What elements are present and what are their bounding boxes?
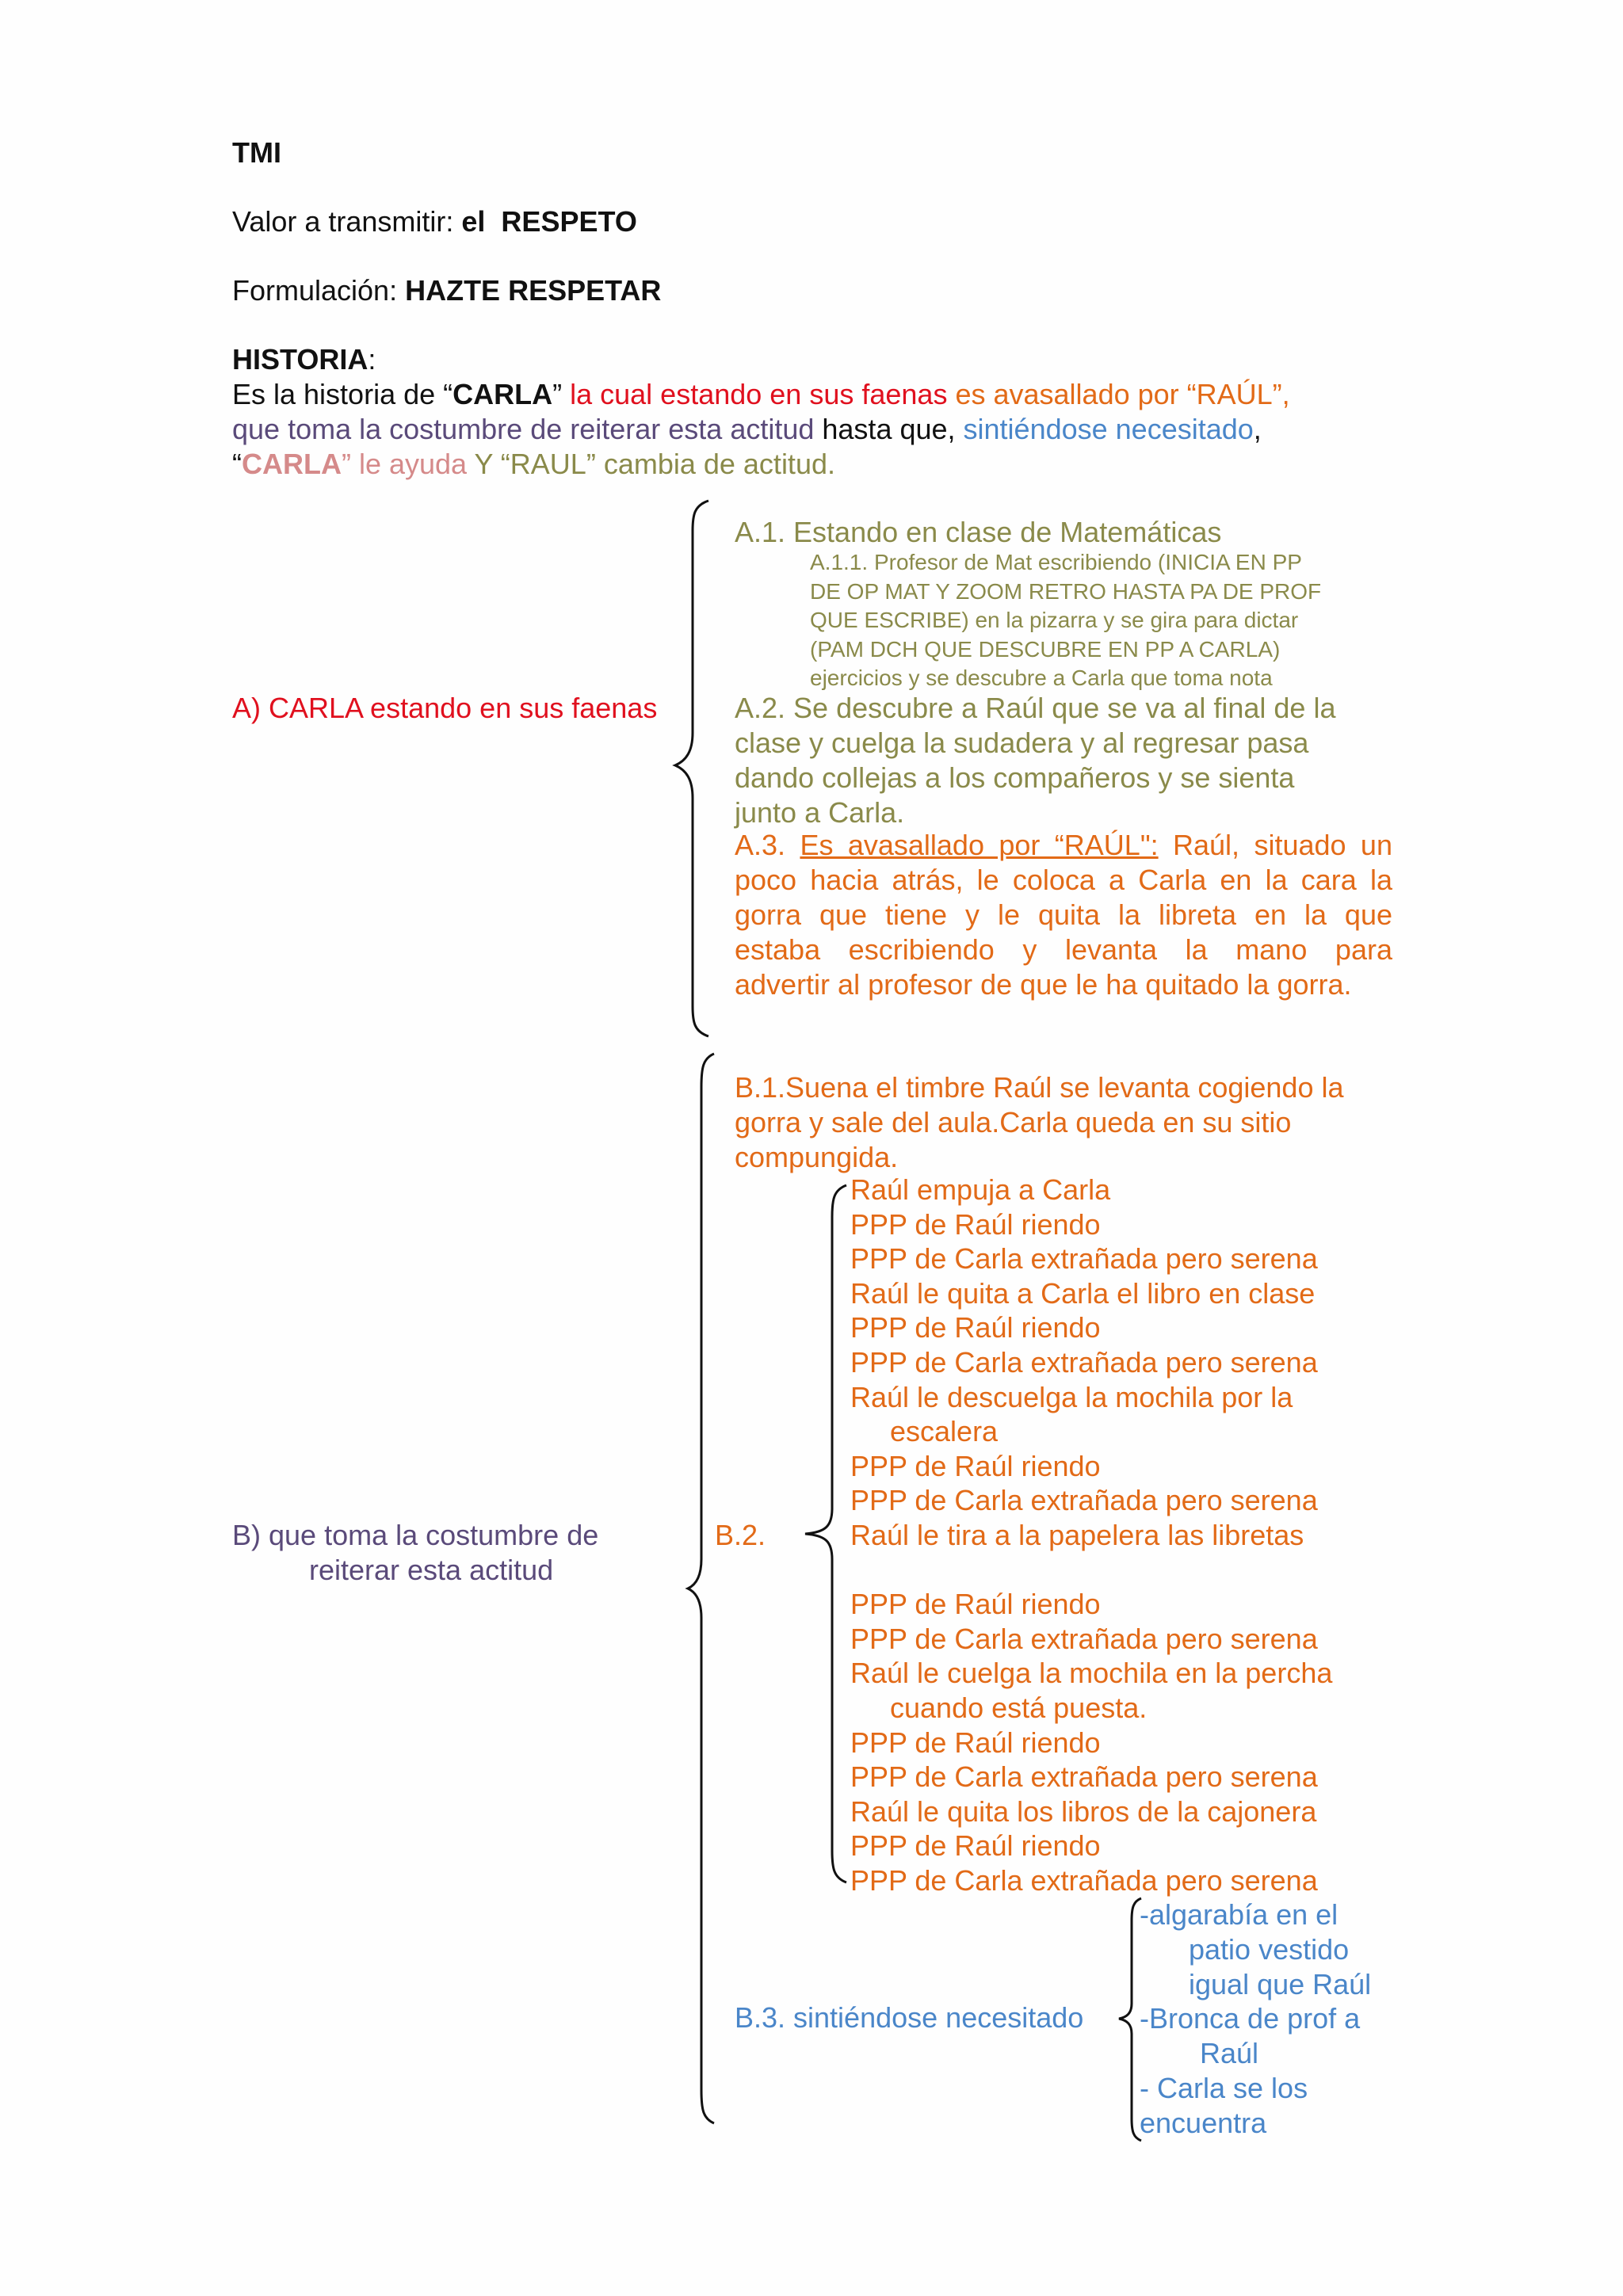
- b1-line: gorra y sale del aula.Carla queda en su sitio: [735, 1106, 1292, 1138]
- a11-line: ejercicios y se descubre a Carla que toma nota: [810, 666, 1273, 690]
- cambia-phrase: Y “RAUL” cambia de actitud.: [467, 448, 835, 480]
- b2-item-continuation: escalera: [890, 1415, 999, 1448]
- historia-line-3: [232, 447, 835, 482]
- b1-line: B.1.Suena el timbre Raúl se levanta cogiendo la: [735, 1071, 1344, 1104]
- a11-line: QUE ESCRIBE) en la pizarra y se gira para dictar: [810, 608, 1299, 632]
- historia-colon: :: [368, 343, 376, 376]
- historia-space: [947, 378, 955, 410]
- a3-block: [735, 828, 1392, 1002]
- b2-label: B.2.: [715, 1519, 766, 1551]
- section-a-label: A) CARLA estando en sus faenas: [232, 692, 658, 724]
- b2-item: Raúl le cuelga la mochila en la percha: [850, 1657, 1333, 1690]
- b3-item-continuation: patio vestido: [1189, 1932, 1350, 1966]
- b2-item: PPP de Carla extrañada pero serena: [850, 1863, 1318, 1897]
- section-b-label-line: B) que toma la costumbre de: [232, 1519, 599, 1551]
- b2-item: PPP de Carla extrañada pero serena: [850, 1622, 1318, 1655]
- b2-item: PPP de Carla extrañada pero serena: [850, 1760, 1318, 1794]
- a11-block: [810, 548, 1321, 693]
- formulacion-value: HAZTE RESPETAR: [405, 274, 662, 307]
- b3-list: [1140, 1897, 1371, 2141]
- b2-item: PPP de Raúl riendo: [850, 1449, 1101, 1482]
- b2-item: PPP de Raúl riendo: [850, 1726, 1101, 1759]
- a3-line: poco hacia atrás, le coloca a Carla en la cara la: [735, 864, 1392, 896]
- historia-label: HISTORIA: [232, 343, 369, 376]
- avasallado-phrase: es avasallado por “RAÚL”,: [955, 378, 1290, 410]
- historia-text: “: [232, 448, 242, 480]
- a11-line: A.1.1. Profesor de Mat escribiendo (INICIA EN PP: [810, 550, 1302, 574]
- a3-prefix: A.3.: [735, 829, 800, 861]
- b2-item: PPP de Raúl riendo: [850, 1311, 1101, 1344]
- b3-item-continuation: Raúl: [1200, 2037, 1259, 2070]
- b2-item: Raúl le descuelga la mochila por la: [850, 1380, 1293, 1413]
- b2-item: Raúl empuja a Carla: [850, 1173, 1111, 1206]
- historia-line-1: [232, 377, 1290, 412]
- document-title: TMI: [232, 136, 281, 169]
- section-b-label-line: reiterar esta actitud: [309, 1554, 554, 1586]
- b2-blank: [850, 1553, 1332, 1588]
- historia-text: ”: [552, 378, 571, 410]
- carla-name: CARLA: [242, 448, 342, 480]
- a3-line: estaba escribiendo y levanta la mano para: [735, 933, 1392, 966]
- a2-line: clase y cuelga la sudadera y al regresar pasa: [735, 727, 1309, 759]
- b2-item-continuation: cuando está puesta.: [890, 1691, 1148, 1724]
- b3-item-continuation: encuentra: [1140, 2106, 1267, 2139]
- section-b-label: [232, 1518, 598, 1588]
- valor-value: el RESPETO: [461, 205, 637, 238]
- a3-line: gorra que tiene y le quita la libreta en la que: [735, 898, 1392, 931]
- section-a-brace: [672, 499, 712, 1038]
- b2-item: PPP de Carla extrañada pero serena: [850, 1242, 1318, 1276]
- historia-text: ,: [1253, 413, 1262, 445]
- a11-line: (PAM DCH QUE DESCUBRE EN PP A CARLA): [810, 636, 1281, 662]
- costumbre-phrase: que toma la costumbre de reiterar esta actitud: [232, 413, 815, 445]
- b3-item: - Carla se los: [1140, 2071, 1308, 2104]
- b1-block: [735, 1070, 1343, 1175]
- ayuda-phrase: ” le ayuda: [341, 448, 468, 480]
- section-b-brace: [685, 1052, 717, 2125]
- a2-line: junto a Carla.: [735, 796, 905, 829]
- b2-item: PPP de Raúl riendo: [850, 1207, 1101, 1241]
- carla-name: CARLA: [453, 378, 553, 410]
- b2-list: [850, 1173, 1332, 1897]
- b2-item: Raúl le quita a Carla el libro en clase: [850, 1276, 1316, 1310]
- historia-line-2: [232, 412, 1262, 447]
- valor-label: Valor a transmitir:: [232, 205, 462, 238]
- a3-first-line: [735, 828, 1392, 863]
- b2-item: PPP de Carla extrañada pero serena: [850, 1345, 1318, 1379]
- faenas-phrase: la cual estando en sus faenas: [570, 378, 948, 410]
- b2-item: PPP de Raúl riendo: [850, 1829, 1101, 1863]
- b3-item: -algarabía en el: [1140, 1898, 1338, 1931]
- b2-item: PPP de Raúl riendo: [850, 1588, 1101, 1621]
- b2-brace: [802, 1184, 850, 1884]
- historia-heading: [232, 342, 376, 377]
- formulacion-label: Formulación:: [232, 274, 406, 307]
- a1-heading: A.1. Estando en clase de Matemáticas: [735, 516, 1222, 548]
- b3-item: -Bronca de prof a: [1140, 2002, 1361, 2035]
- a11-line: DE OP MAT Y ZOOM RETRO HASTA PA DE PROF: [810, 578, 1322, 604]
- valor-line: [232, 204, 637, 239]
- b1-line: compungida.: [735, 1141, 899, 1173]
- historia-text: hasta que,: [814, 413, 964, 445]
- b2-item: Raúl le quita los libros de la cajonera: [850, 1794, 1317, 1828]
- formulacion-line: [232, 273, 661, 308]
- a3-line: advertir al profesor de que le ha quitado la gorra.: [735, 968, 1352, 1001]
- a3-underlined: Es avasallado por “RAÚL":: [800, 829, 1159, 861]
- b3-label: B.3. sintiéndose necesitado: [735, 2001, 1084, 2034]
- b2-item: Raúl le tira a la papelera las libretas: [850, 1518, 1304, 1551]
- b2-item: PPP de Carla extrañada pero serena: [850, 1484, 1318, 1517]
- a3-rest: Raúl, situado un: [1158, 829, 1392, 861]
- a2-line: A.2. Se descubre a Raúl que se va al final de la: [735, 692, 1336, 724]
- a2-line: dando collejas a los compañeros y se sienta: [735, 761, 1295, 794]
- necesitado-phrase: sintiéndose necesitado: [963, 413, 1254, 445]
- historia-text: Es la historia de “: [232, 378, 453, 410]
- b3-item-continuation: igual que Raúl: [1189, 1967, 1372, 2000]
- a2-block: [735, 691, 1335, 830]
